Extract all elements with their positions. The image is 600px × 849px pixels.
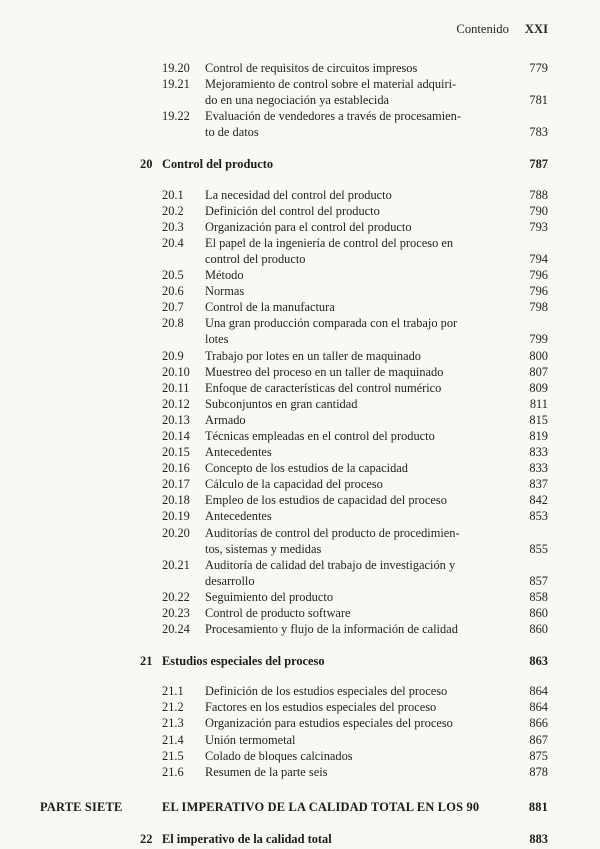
toc-entry-page: 860 [529, 606, 548, 620]
toc-entry-row [162, 605, 548, 621]
toc-entry-title: Procesamiento y flujo de la información de calidad [205, 622, 458, 637]
toc-part-page: 881 [528, 799, 548, 814]
toc-entry-page: 794 [529, 251, 548, 266]
toc-entry-row [162, 732, 548, 748]
toc-chapter-page: 883 [529, 831, 548, 846]
toc-entry-page: 875 [529, 748, 548, 763]
toc-entry-number: 20.19 [162, 509, 190, 524]
toc-entry-page: 866 [529, 716, 548, 731]
toc-entry-page: 788 [529, 187, 548, 202]
toc-entry-row [162, 557, 548, 589]
toc-entry-number: 20.16 [162, 461, 190, 476]
page-folio: XXI [524, 22, 548, 36]
toc-chapter-title: Control del producto [162, 157, 274, 172]
toc-entry-page: 833 [529, 461, 548, 476]
toc-entry-page: 819 [529, 428, 548, 443]
toc-entry-row [162, 283, 548, 299]
toc-entry-title: Técnicas empleadas en el control del producto [205, 428, 435, 443]
toc-entry-title: Auditorías de control del producto de procedimien- tos, sistemas y medidas [205, 525, 460, 556]
running-head-title: Contenido [456, 22, 509, 36]
toc-entry-number: 20.15 [162, 445, 190, 460]
toc-entry-number: 20.10 [162, 364, 190, 379]
toc-sections [40, 60, 548, 849]
toc-entry-title: Trabajo por lotes en un taller de maquinado [205, 348, 421, 363]
toc-entry-row [162, 589, 548, 605]
toc-entry-number: 19.21 [162, 77, 190, 92]
toc-entry-title: Seguimiento del producto [205, 589, 334, 604]
toc-entry-title: Normas [205, 284, 245, 299]
toc-chapter-title: El imperativo de la calidad total [162, 831, 332, 846]
toc-entry-page: 853 [529, 509, 548, 524]
toc-entry-title: Unión termometal [205, 732, 296, 747]
toc-chapter-number: 22 [140, 831, 153, 846]
toc-entry-row [162, 235, 548, 267]
toc-entry-number: 21.1 [162, 684, 184, 699]
toc-entry-number: 19.20 [162, 61, 190, 75]
toc-entry-number: 20.20 [162, 525, 190, 540]
toc-entry-number: 21.3 [162, 716, 184, 731]
toc-entry-row [162, 187, 548, 203]
toc-entry-number: 20.17 [162, 477, 190, 492]
toc-entry-title: Definición de los estudios especiales del proceso [205, 684, 448, 699]
toc-entry-number: 20.8 [162, 316, 184, 331]
toc-entry-page: 878 [529, 764, 548, 779]
toc-part-label: PARTE SIETE [40, 799, 123, 814]
toc-entry-row [162, 267, 548, 283]
toc-entry-title: Antecedentes [205, 445, 272, 460]
toc-entry-number: 20.22 [162, 589, 190, 604]
toc-entry-row [162, 203, 548, 219]
toc-entry-row [162, 396, 548, 412]
toc-entry-number: 20.14 [162, 428, 190, 443]
toc-entry-page: 858 [529, 589, 548, 604]
toc-entry-number: 21.4 [162, 732, 184, 747]
toc-entry-page: 798 [529, 300, 548, 315]
toc-entry-row [162, 76, 548, 108]
toc-entry-page: 811 [529, 396, 548, 411]
toc-chapter-title: Estudios especiales del proceso [162, 654, 325, 669]
toc-entry-group [40, 683, 548, 780]
toc-entry-title: Control de producto software [205, 606, 351, 620]
toc-entry-row [162, 492, 548, 508]
toc-entry-page: 796 [529, 284, 548, 299]
toc-entry-number: 20.24 [162, 622, 190, 637]
toc-entry-number: 20.23 [162, 606, 190, 620]
toc-entry-number: 21.5 [162, 748, 184, 763]
toc-entry-page: 842 [529, 493, 548, 508]
toc-entry-page: 815 [529, 412, 548, 427]
toc-entry-number: 20.12 [162, 396, 190, 411]
toc-entry-page: 783 [529, 125, 548, 140]
toc-entry-number: 21.6 [162, 764, 184, 779]
toc-entry-page: 800 [529, 348, 548, 363]
toc-entry-title: Armado [205, 412, 246, 427]
toc-entry-page: 833 [529, 445, 548, 460]
toc-entry-row [162, 508, 548, 524]
toc-entry-page: 855 [529, 541, 548, 556]
toc-entry-title: Una gran producción comparada con el trabajo por lotes [205, 316, 458, 347]
toc-entry-page: 799 [529, 332, 548, 347]
toc-entry-row [162, 525, 548, 557]
toc-entry-title: Método [205, 268, 244, 283]
toc-entry-page: 860 [529, 622, 548, 637]
toc-entry-row [162, 219, 548, 235]
toc-entry-row [162, 428, 548, 444]
toc-entry-number: 20.1 [162, 187, 184, 202]
toc-entry-row [162, 683, 548, 699]
toc-entry-title: Empleo de los estudios de capacidad del proceso [205, 493, 447, 508]
toc-entry-number: 19.22 [162, 109, 190, 124]
toc-entry-row [162, 60, 548, 76]
toc-entry-row [162, 380, 548, 396]
toc-entry-row [162, 460, 548, 476]
toc-entry-row [162, 315, 548, 347]
toc-entry-group [40, 60, 548, 140]
toc-entry-title: Factores en los estudios especiales del proceso [205, 700, 437, 715]
toc-entry-number: 20.6 [162, 284, 184, 299]
toc-entry-title: Organización para el control del producto [205, 219, 412, 234]
toc-entry-title: Control de la manufactura [205, 300, 335, 315]
toc-entry-row [162, 364, 548, 380]
toc-chapter-number: 20 [140, 157, 153, 172]
toc-entry-row [162, 621, 548, 637]
toc-entry-row [162, 348, 548, 364]
toc-entry-number: 20.18 [162, 493, 190, 508]
toc-entry-row [162, 699, 548, 715]
toc-entry-title: Resumen de la parte seis [205, 764, 328, 779]
toc-entry-number: 21.2 [162, 700, 184, 715]
toc-entry-group [40, 187, 548, 638]
toc-entry-row [162, 764, 548, 780]
toc-entry-page: 796 [529, 268, 548, 283]
toc-entry-page: 864 [529, 684, 548, 699]
toc-entry-number: 20.13 [162, 412, 190, 427]
toc-entry-row [162, 476, 548, 492]
toc-entry-page: 857 [529, 573, 548, 588]
toc-entry-title: La necesidad del control del producto [205, 187, 392, 202]
toc-entry-title: Evaluación de vendedores a través de procesamien- to de datos [205, 109, 461, 140]
toc-entry-row [162, 444, 548, 460]
toc-entry-row [162, 108, 548, 140]
toc-chapter-row [140, 156, 548, 172]
toc-entry-page: 864 [529, 700, 548, 715]
toc-entry-page: 779 [529, 61, 548, 75]
toc-entry-number: 20.7 [162, 300, 184, 315]
toc-entry-number: 20.11 [162, 380, 190, 395]
toc-entry-title: Colado de bloques calcinados [205, 748, 353, 763]
toc-entry-title: Definición del control del producto [205, 203, 380, 218]
toc-chapter-page: 863 [529, 654, 548, 669]
toc-chapter-row [140, 653, 548, 669]
toc-entry-page: 867 [529, 732, 548, 747]
toc-entry-number: 20.9 [162, 348, 184, 363]
toc-entry-title: Concepto de los estudios de la capacidad [205, 461, 409, 476]
toc-entry-number: 20.3 [162, 219, 184, 234]
toc-entry-title: Enfoque de características del control numérico [205, 380, 442, 395]
toc-entry-row [162, 412, 548, 428]
toc-entry-title: Subconjuntos en gran cantidad [205, 396, 358, 411]
toc-entry-title: Cálculo de la capacidad del proceso [205, 477, 383, 492]
toc-entry-page: 781 [529, 93, 548, 108]
toc-chapter-page: 787 [529, 157, 548, 172]
toc-entry-title: Control de requisitos de circuitos impresos [205, 61, 418, 75]
toc-entry-page: 807 [529, 364, 548, 379]
toc-entry-page: 793 [529, 219, 548, 234]
toc-entry-number: 20.5 [162, 268, 184, 283]
toc-chapter-row [140, 831, 548, 847]
toc-entry-title: Mejoramiento de control sobre el material adquiri- do en una negociación ya establecida [205, 77, 457, 108]
toc-entry-page: 790 [529, 203, 548, 218]
toc-entry-title: Auditoría de calidad del trabajo de investigación y desarrollo [205, 557, 456, 588]
toc-entry-number: 20.4 [162, 235, 184, 250]
toc-entry-row [162, 715, 548, 731]
toc-entry-page: 837 [529, 477, 548, 492]
toc-entry-title: Muestreo del proceso en un taller de maquinado [205, 364, 444, 379]
toc-entry-page: 809 [529, 380, 548, 395]
toc-entry-number: 20.21 [162, 557, 190, 572]
toc-entry-row [162, 748, 548, 764]
toc-entry-title: Organización para estudios especiales del proceso [205, 716, 453, 731]
toc-chapter-number: 21 [140, 654, 153, 669]
toc-part-row [40, 799, 548, 815]
toc-entry-row [162, 299, 548, 315]
toc-part-title: EL IMPERATIVO DE LA CALIDAD TOTAL EN LOS 90 [162, 799, 480, 814]
toc-entry-title: Antecedentes [205, 509, 272, 524]
running-head [456, 22, 548, 36]
toc-entry-number: 20.2 [162, 203, 184, 218]
toc-entry-title: El papel de la ingeniería de control del proceso en control del producto [205, 235, 454, 266]
